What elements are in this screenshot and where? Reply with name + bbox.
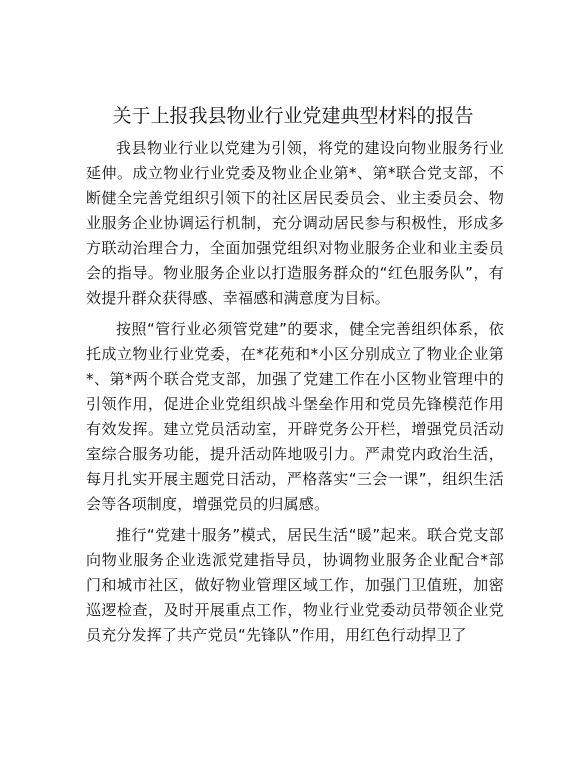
document-title: 关于上报我县物业行业党建典型材料的报告 xyxy=(112,105,474,127)
document-body xyxy=(86,136,504,654)
paragraph-2: 按照“管行业必须管党建”的要求，健全完善组织体系，依托成立物业行业党委，在*花苑和*小区分别成立了物业企业第*、第*两个联合党支部，加强了党建工作在小区物业管理中的引领作用，促进企业党组织战斗堡垒作用和党员先锋模范作用有效发挥。建立党员活动室，开辟党务公开栏，增强党员活动室综合服务功能，提升活动阵地吸引力。严肃党内政治生活，每月扎实开展主题党日活动，严格落实“三会一课”，组织生活会等各项制度，增强党员的归属感。 xyxy=(86,320,504,513)
paragraph-1: 我县物业行业以党建为引领，将党的建设向物业服务行业延伸。成立物业行业党委及物业企业第*、第*联合党支部，不断健全完善党组织引领下的社区居民委员会、业主委员会、物业服务企业协调运行机制，充分调动居民参与积极性，形成多方联动治理合力，全面加强党组织对物业服务企业和业主委员会的指导。物业服务企业以打造服务群众的“红色服务队”，有效提升群众获得感、幸福感和满意度为目标。 xyxy=(86,139,504,307)
paragraph-3: 推行“党建十服务”模式，居民生活“暖”起来。联合党支部向物业服务企业选派党建指导员，协调物业服务企业配合*部门和城市社区，做好物业管理区域工作，加强门卫值班，加密巡逻检查，及时开展重点工作，物业行业党委动员带领企业党员充分发挥了共产党员“先锋队”作用，用红色行动捍卫了 xyxy=(86,526,504,644)
